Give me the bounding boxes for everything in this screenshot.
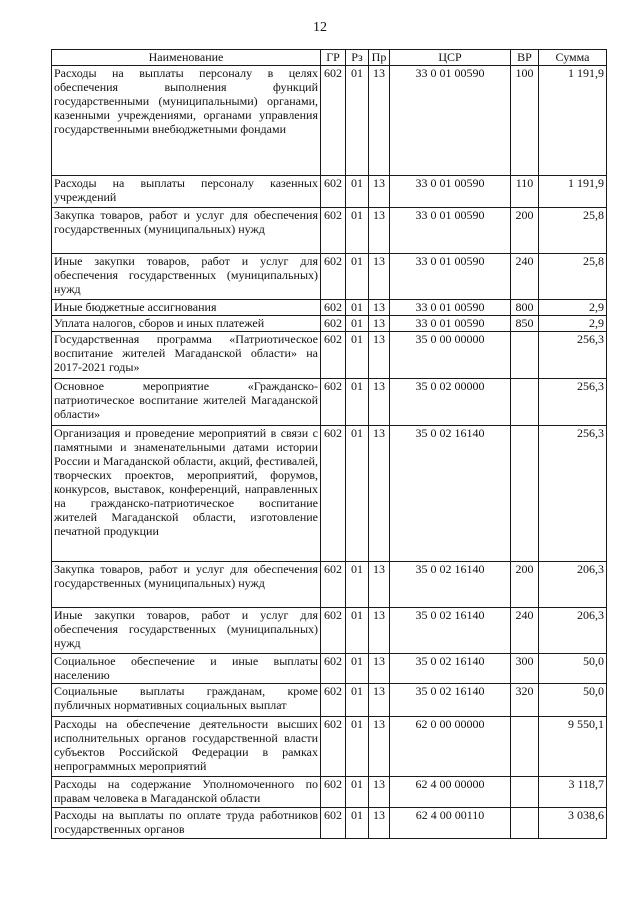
table-row [52,176,607,208]
table-row [52,777,607,808]
cell-rz: 01 [346,208,369,254]
cell-vr [511,332,539,379]
cell-vr [511,777,539,808]
cell-pr: 13 [369,426,390,562]
cell-pr: 13 [369,684,390,717]
table-row [52,379,607,426]
cell-name: Расходы на содержание Уполномоченного по правам человека в Магаданской области [52,777,321,808]
cell-gr: 602 [321,426,346,562]
cell-rz: 01 [346,777,369,808]
cell-sum: 256,3 [539,332,607,379]
cell-vr: 100 [511,66,539,176]
cell-csr: 33 0 01 00590 [390,254,511,300]
cell-pr: 13 [369,208,390,254]
cell-name: Уплата налогов, сборов и иных платежей [52,316,321,332]
cell-name: Социальное обеспечение и иные выплаты населению [52,654,321,684]
cell-sum: 50,0 [539,654,607,684]
cell-csr: 33 0 01 00590 [390,208,511,254]
cell-sum: 25,8 [539,208,607,254]
table-row [52,332,607,379]
header-pr: Пр [369,50,390,66]
cell-vr: 240 [511,608,539,654]
header-sum: Сумма [539,50,607,66]
cell-pr: 13 [369,717,390,777]
cell-pr: 13 [369,654,390,684]
cell-csr: 35 0 02 00000 [390,379,511,426]
cell-gr: 602 [321,777,346,808]
table-row [52,66,607,176]
cell-name: Расходы на выплаты персоналу в целях обеспечения выполнения функций государственными (муниципальными) органами, казенными учреждениями, органами управления государственными внебюджетными фондами [52,66,321,176]
cell-rz: 01 [346,332,369,379]
cell-pr: 13 [369,562,390,608]
cell-name: Государственная программа «Патриотическое воспитание жителей Магаданской области» на 2017-2021 годы» [52,332,321,379]
cell-csr: 33 0 01 00590 [390,176,511,208]
cell-sum: 256,3 [539,379,607,426]
cell-sum: 2,9 [539,300,607,316]
cell-gr: 602 [321,379,346,426]
cell-csr: 35 0 02 16140 [390,654,511,684]
cell-gr: 602 [321,608,346,654]
cell-gr: 602 [321,654,346,684]
cell-csr: 35 0 02 16140 [390,608,511,654]
cell-name: Расходы на выплаты по оплате труда работников государственных органов [52,808,321,839]
cell-vr: 850 [511,316,539,332]
cell-pr: 13 [369,316,390,332]
table-row [52,316,607,332]
cell-rz: 01 [346,300,369,316]
cell-vr [511,379,539,426]
cell-rz: 01 [346,684,369,717]
cell-pr: 13 [369,379,390,426]
cell-sum: 2,9 [539,316,607,332]
cell-gr: 602 [321,808,346,839]
cell-vr: 800 [511,300,539,316]
cell-vr: 300 [511,654,539,684]
cell-pr: 13 [369,608,390,654]
cell-name: Расходы на обеспечение деятельности высших исполнительных органов государственной власти субъектов Российской Федерации в рамках непрограммных мероприятий [52,717,321,777]
cell-name: Организация и проведение мероприятий в связи с памятными и знаменательными датами истории России и Магаданской области, акций, фестивалей, творческих проектов, мероприятий, форумов, конкурсов, выставок, конференций, направленных на гражданско-патриотическое воспитание жителей Магаданской области, изготовление печатной продукции [52,426,321,562]
cell-pr: 13 [369,254,390,300]
cell-vr: 110 [511,176,539,208]
header-csr: ЦСР [390,50,511,66]
cell-gr: 602 [321,176,346,208]
budget-table [51,49,607,839]
cell-gr: 602 [321,66,346,176]
cell-sum: 9 550,1 [539,717,607,777]
cell-csr: 62 0 00 00000 [390,717,511,777]
cell-pr: 13 [369,808,390,839]
cell-gr: 602 [321,717,346,777]
cell-csr: 35 0 02 16140 [390,426,511,562]
cell-rz: 01 [346,608,369,654]
cell-gr: 602 [321,684,346,717]
cell-pr: 13 [369,300,390,316]
cell-vr [511,808,539,839]
cell-gr: 602 [321,316,346,332]
cell-vr: 200 [511,208,539,254]
header-name: Наименование [52,50,321,66]
table-row [52,717,607,777]
table-row [52,654,607,684]
cell-vr: 240 [511,254,539,300]
cell-sum: 206,3 [539,562,607,608]
cell-name: Иные закупки товаров, работ и услуг для обеспечения государственных (муниципальных) нужд [52,254,321,300]
cell-csr: 35 0 00 00000 [390,332,511,379]
cell-pr: 13 [369,332,390,379]
cell-csr: 33 0 01 00590 [390,316,511,332]
cell-name: Основное мероприятие «Гражданско-патриотическое воспитание жителей Магаданской области» [52,379,321,426]
cell-csr: 35 0 02 16140 [390,562,511,608]
cell-pr: 13 [369,66,390,176]
table-row [52,608,607,654]
table-row [52,208,607,254]
cell-csr: 35 0 02 16140 [390,684,511,717]
table-row [52,426,607,562]
cell-name: Социальные выплаты гражданам, кроме публичных нормативных социальных выплат [52,684,321,717]
cell-csr: 33 0 01 00590 [390,300,511,316]
cell-gr: 602 [321,208,346,254]
table-row [52,684,607,717]
cell-rz: 01 [346,808,369,839]
cell-rz: 01 [346,316,369,332]
cell-sum: 1 191,9 [539,176,607,208]
cell-vr: 200 [511,562,539,608]
cell-name: Закупка товаров, работ и услуг для обеспечения государственных (муниципальных) нужд [52,562,321,608]
table-row [52,808,607,839]
cell-pr: 13 [369,777,390,808]
table-header-row [52,50,607,66]
cell-name: Иные закупки товаров, работ и услуг для обеспечения государственных (муниципальных) нужд [52,608,321,654]
cell-gr: 602 [321,332,346,379]
cell-rz: 01 [346,66,369,176]
cell-gr: 602 [321,562,346,608]
table-row [52,300,607,316]
cell-sum: 206,3 [539,608,607,654]
cell-name: Закупка товаров, работ и услуг для обеспечения государственных (муниципальных) нужд [52,208,321,254]
cell-rz: 01 [346,717,369,777]
table-row [52,562,607,608]
page-number: 12 [313,20,327,35]
cell-csr: 33 0 01 00590 [390,66,511,176]
header-gr: ГР [321,50,346,66]
header-rz: Рз [346,50,369,66]
cell-rz: 01 [346,254,369,300]
cell-sum: 1 191,9 [539,66,607,176]
cell-sum: 3 038,6 [539,808,607,839]
cell-rz: 01 [346,379,369,426]
cell-sum: 25,8 [539,254,607,300]
cell-gr: 602 [321,254,346,300]
cell-rz: 01 [346,426,369,562]
cell-name: Иные бюджетные ассигнования [52,300,321,316]
cell-csr: 62 4 00 00110 [390,808,511,839]
cell-vr [511,426,539,562]
cell-sum: 50,0 [539,684,607,717]
cell-gr: 602 [321,300,346,316]
header-vr: ВР [511,50,539,66]
cell-vr: 320 [511,684,539,717]
cell-csr: 62 4 00 00000 [390,777,511,808]
table-row [52,254,607,300]
cell-name: Расходы на выплаты персоналу казенных учреждений [52,176,321,208]
cell-rz: 01 [346,176,369,208]
cell-rz: 01 [346,654,369,684]
cell-vr [511,717,539,777]
cell-pr: 13 [369,176,390,208]
cell-sum: 256,3 [539,426,607,562]
cell-rz: 01 [346,562,369,608]
cell-sum: 3 118,7 [539,777,607,808]
